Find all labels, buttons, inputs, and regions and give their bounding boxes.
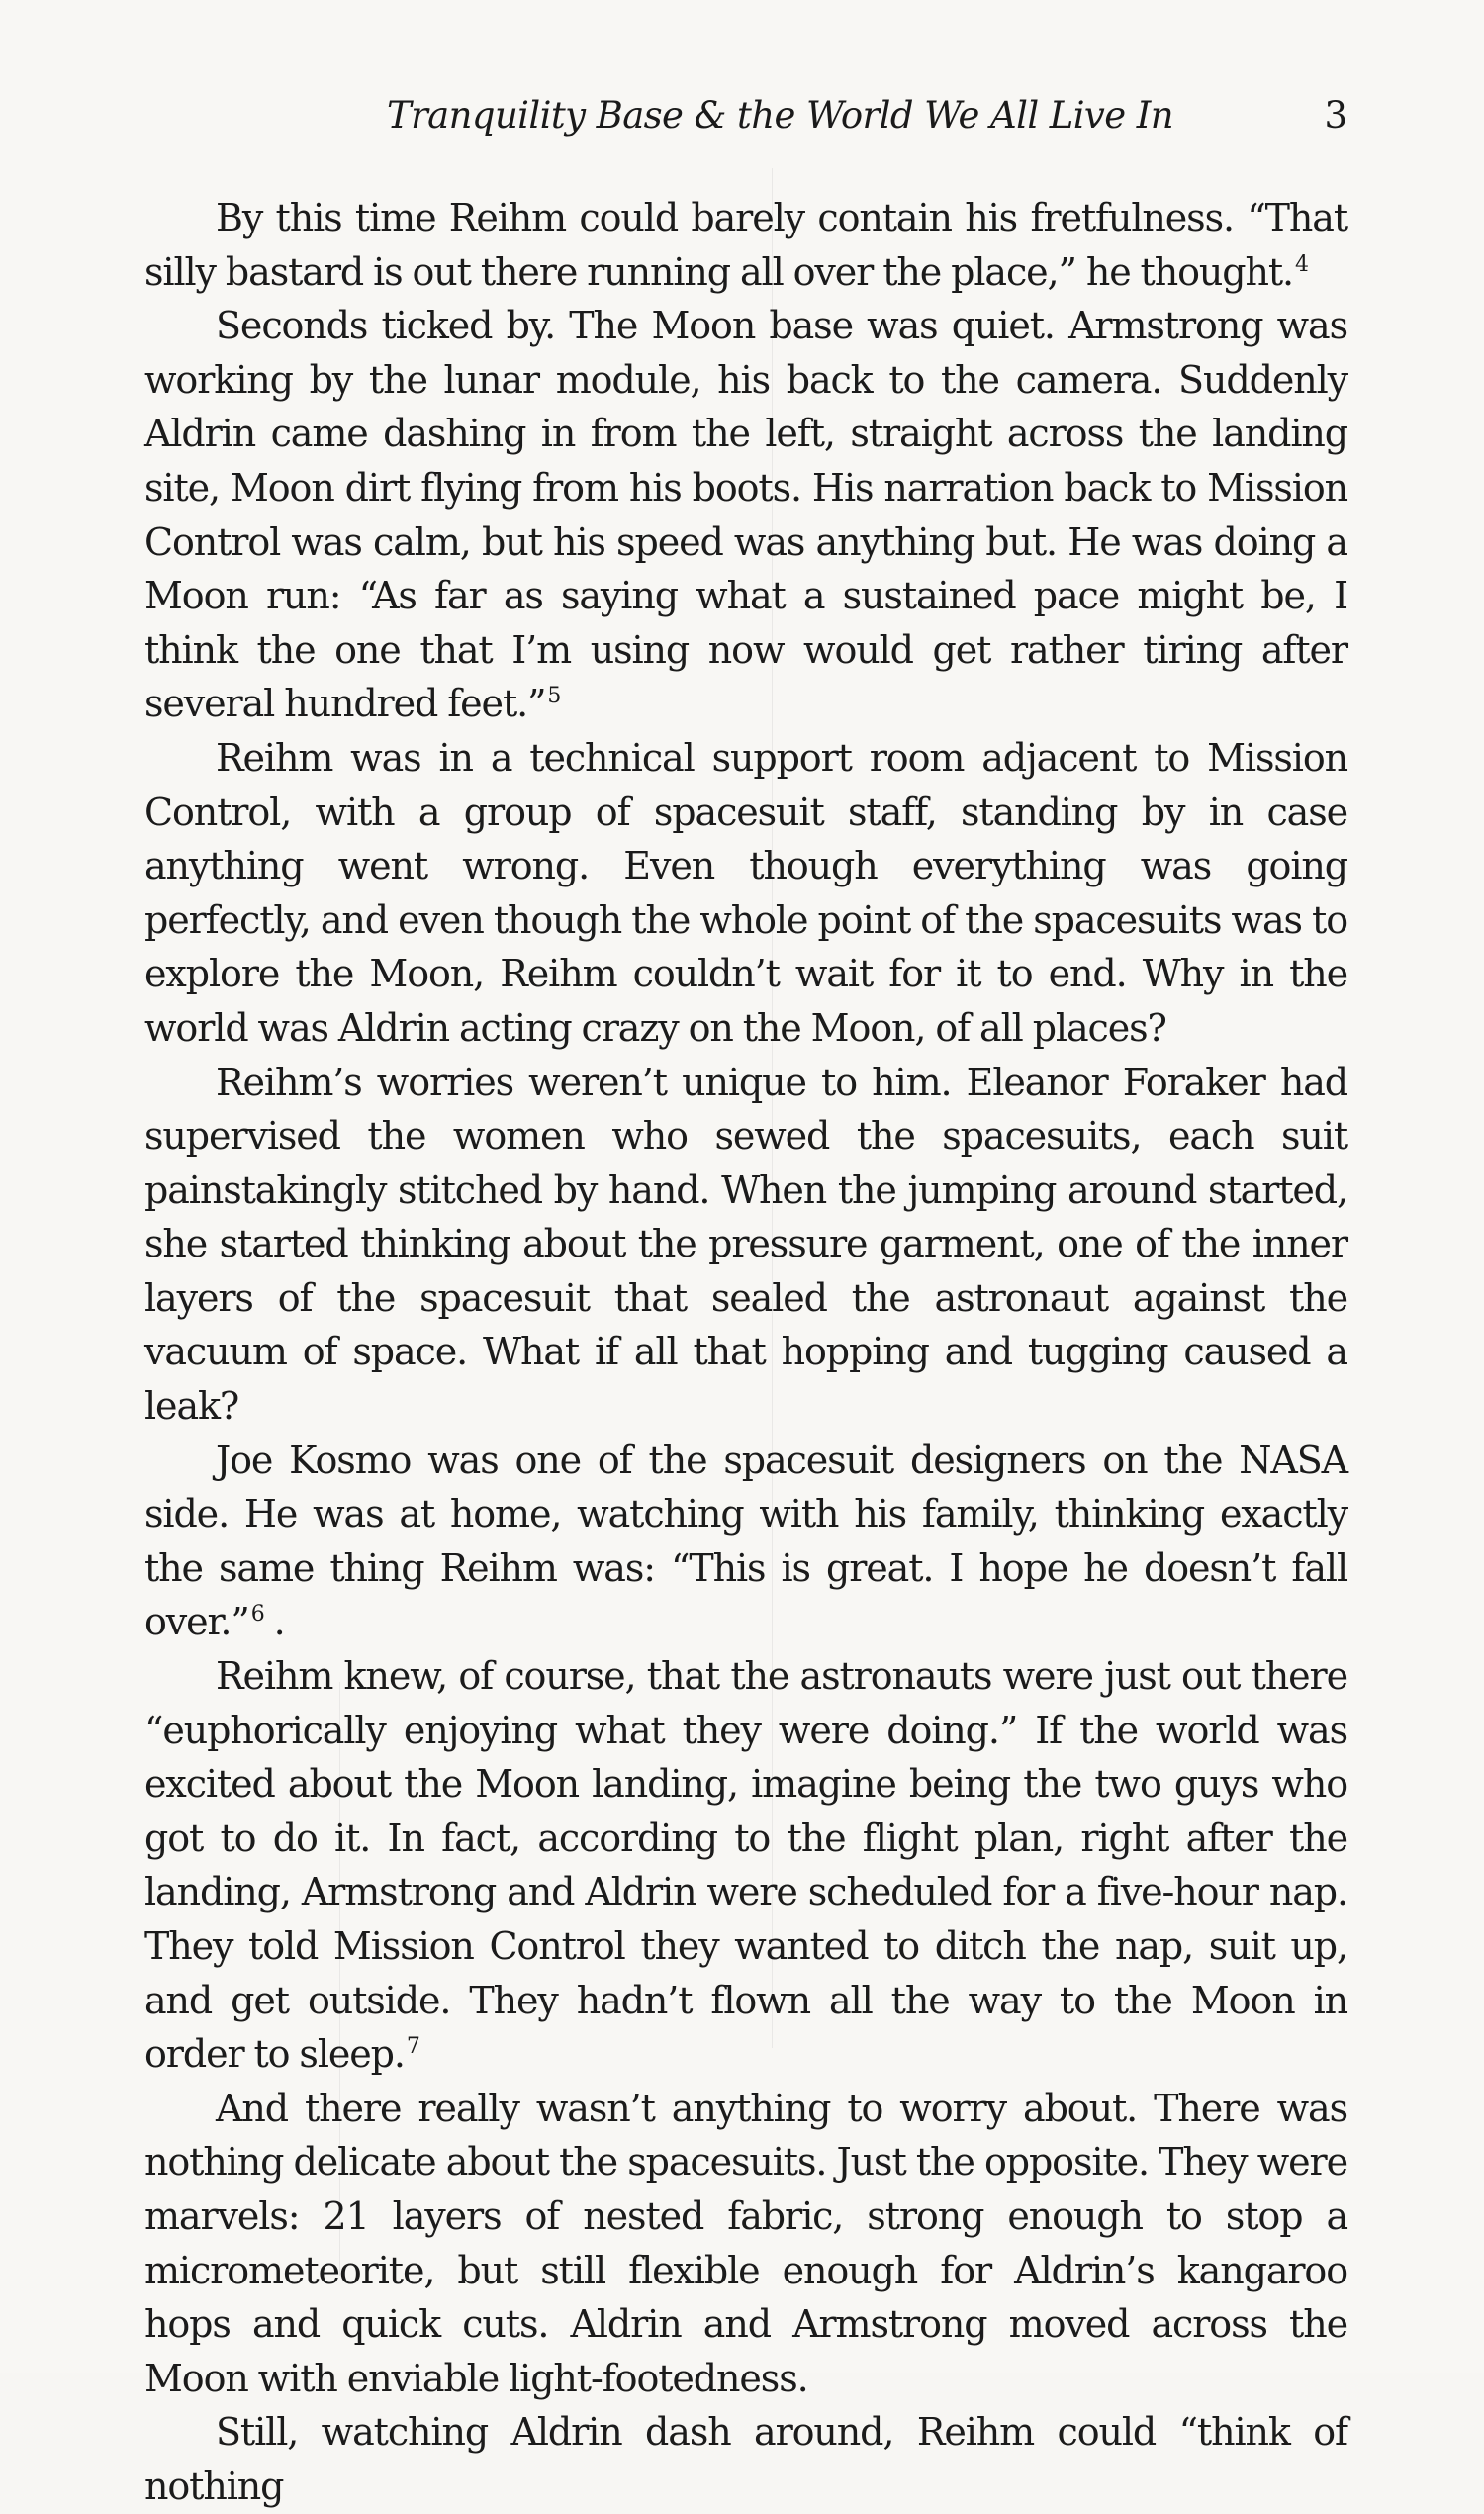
paragraph-text: Reihm’s worries weren’t unique to him. Eleanor Foraker had supervised the women who sewed the spacesuits, each suit painstakingly stitched by hand. When the jumping around started, she started thinking about the pressure garment, one of the inner layers of the spacesuit that sealed the astronaut against the vacuum of space. What if all that hopping and tugging caused a leak? xyxy=(144,1060,1347,1429)
running-title: Tranquility Base & the World We All Live In xyxy=(387,94,1173,137)
paragraph xyxy=(144,2405,1347,2513)
paragraph-text: By this time Reihm could barely contain his fretfulness. “That silly bastard is out there running all over the place,” he thought. xyxy=(144,196,1347,294)
paragraph-text: Joe Kosmo was one of the spacesuit designers on the NASA side. He was at home, watching with his family, thinking exactly the same thing Reihm was: “This is great. I hope he doesn’t fall over.” xyxy=(144,1438,1347,1644)
paragraph-text: Seconds ticked by. The Moon base was quiet. Armstrong was working by the lunar module, his back to the camera. Suddenly Aldrin came dashing in from the left, straight across the landing site, Moon dirt flying from his boots. His narration back to Mission Control was calm, but his speed was anything but. He was doing a Moon run: “As far as saying what a sustained pace might be, I think the one that I’m using now would get rather tiring after several hundred feet.” xyxy=(144,304,1347,726)
footnote-marker: 4 xyxy=(1295,251,1308,277)
paragraph xyxy=(144,191,1347,299)
paragraph-text: Reihm knew, of course, that the astronauts were just out there “euphorically enjoying what they were doing.” If the world was excited about the Moon landing, imagine being the two guys who got to do it. In fact, according to the flight plan, right after the landing, Armstrong and Aldrin were scheduled for a five-hour nap. They told Mission Control they wanted to ditch the nap, suit up, and get outside. They hadn’t flown all the way to the Moon in order to sleep. xyxy=(144,1654,1347,2077)
footnote-marker: 6 xyxy=(250,1602,264,1628)
body-text xyxy=(144,191,1347,2514)
paragraph xyxy=(144,1434,1347,1649)
paragraph xyxy=(144,1649,1347,2082)
running-head xyxy=(144,89,1347,148)
paragraph xyxy=(144,731,1347,1056)
paragraph-text: And there really wasn’t anything to worry about. There was nothing delicate about the spacesuits. Just the opposite. They were marvels: 21 layers of nested fabric, strong enough to stop a micrometeorite, but still flexible enough for Aldrin’s kangaroo hops and quick cuts. Aldrin and Armstrong moved across the Moon with enviable light-footedness. xyxy=(144,2086,1347,2400)
footnote-marker: 5 xyxy=(547,684,561,709)
footnote-marker: 7 xyxy=(406,2034,419,2060)
paragraph-text: Still, watching Aldrin dash around, Reihm could “think of nothing xyxy=(144,2410,1347,2508)
paragraph xyxy=(144,2082,1347,2406)
paragraph xyxy=(144,1056,1347,1434)
page-number: 3 xyxy=(1324,94,1347,137)
paragraph xyxy=(144,299,1347,731)
paragraph-text: Reihm was in a technical support room adjacent to Mission Control, with a group of spacesuit staff, standing by in case anything went wrong. Even though everything was going perfectly, and even though the whole point of the spacesuits was to explore the Moon, Reihm couldn’t wait for it to end. Why in the world was Aldrin acting crazy on the Moon, of all places? xyxy=(144,735,1347,1050)
paragraph-tail: . xyxy=(263,1600,285,1644)
